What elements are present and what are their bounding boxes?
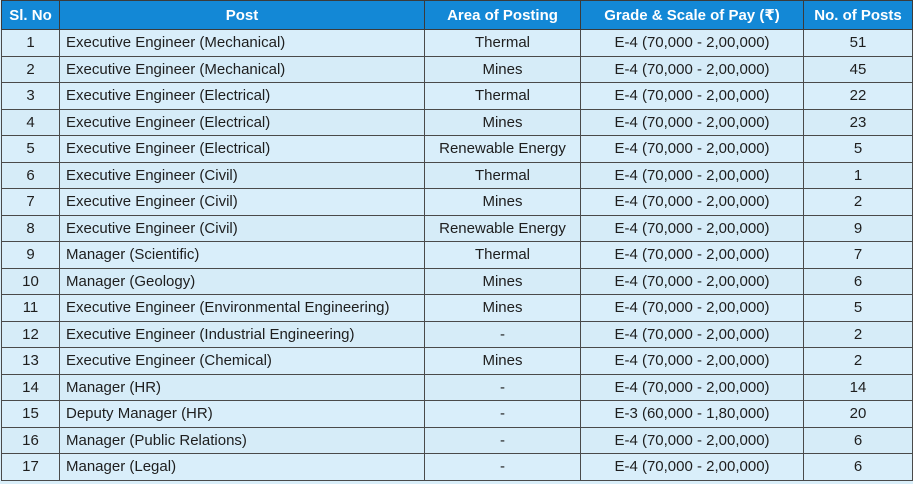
pay-scale-cell: E-3 (60,000 - 1,80,000) [581,401,804,428]
area-of-posting-cell: Thermal [425,83,581,110]
pay-scale-cell: E-4 (70,000 - 2,00,000) [581,348,804,375]
sl-no-cell: 10 [2,268,60,295]
pay-scale-cell: E-4 (70,000 - 2,00,000) [581,268,804,295]
area-of-posting-cell: Thermal [425,30,581,57]
pay-scale-cell: E-4 (70,000 - 2,00,000) [581,30,804,57]
no-of-posts-cell: 1 [804,162,913,189]
area-of-posting-cell: Mines [425,295,581,322]
no-of-posts-cell: 6 [804,427,913,454]
pay-scale-cell: E-4 (70,000 - 2,00,000) [581,162,804,189]
pay-scale-cell: E-4 (70,000 - 2,00,000) [581,295,804,322]
no-of-posts-cell: 2 [804,189,913,216]
table-row [2,427,913,454]
sl-no-cell: 1 [2,30,60,57]
table-row [2,454,913,481]
no-of-posts-cell: 9 [804,215,913,242]
no-of-posts-cell: 23 [804,109,913,136]
post-cell: Executive Engineer (Civil) [60,162,425,189]
table-row [2,109,913,136]
pay-scale-cell: E-4 (70,000 - 2,00,000) [581,374,804,401]
vacancy-table [1,0,913,481]
table-row [2,268,913,295]
table-row [2,374,913,401]
header-post: Post [60,1,425,30]
area-of-posting-cell: - [425,427,581,454]
area-of-posting-cell: - [425,454,581,481]
table-row [2,56,913,83]
no-of-posts-cell: 6 [804,268,913,295]
sl-no-cell: 3 [2,83,60,110]
post-cell: Executive Engineer (Environmental Engineering) [60,295,425,322]
post-cell: Executive Engineer (Chemical) [60,348,425,375]
no-of-posts-cell: 5 [804,136,913,163]
post-cell: Executive Engineer (Electrical) [60,109,425,136]
table-header [2,1,913,30]
pay-scale-cell: E-4 (70,000 - 2,00,000) [581,242,804,269]
sl-no-cell: 6 [2,162,60,189]
area-of-posting-cell: - [425,401,581,428]
table-row [2,189,913,216]
post-cell: Manager (HR) [60,374,425,401]
sl-no-cell: 4 [2,109,60,136]
no-of-posts-cell: 2 [804,348,913,375]
post-cell: Manager (Geology) [60,268,425,295]
area-of-posting-cell: Thermal [425,242,581,269]
post-cell: Executive Engineer (Civil) [60,189,425,216]
pay-scale-cell: E-4 (70,000 - 2,00,000) [581,189,804,216]
area-of-posting-cell: Renewable Energy [425,136,581,163]
sl-no-cell: 2 [2,56,60,83]
table-body [2,30,913,481]
sl-no-cell: 11 [2,295,60,322]
no-of-posts-cell: 7 [804,242,913,269]
post-cell: Manager (Public Relations) [60,427,425,454]
no-of-posts-cell: 2 [804,321,913,348]
area-of-posting-cell: Mines [425,348,581,375]
pay-scale-cell: E-4 (70,000 - 2,00,000) [581,321,804,348]
sl-no-cell: 5 [2,136,60,163]
no-of-posts-cell: 45 [804,56,913,83]
header-area-of-posting: Area of Posting [425,1,581,30]
post-cell: Executive Engineer (Electrical) [60,136,425,163]
pay-scale-cell: E-4 (70,000 - 2,00,000) [581,56,804,83]
area-of-posting-cell: - [425,374,581,401]
table-row [2,295,913,322]
table-row [2,321,913,348]
table-row [2,162,913,189]
pay-scale-cell: E-4 (70,000 - 2,00,000) [581,215,804,242]
sl-no-cell: 13 [2,348,60,375]
no-of-posts-cell: 20 [804,401,913,428]
sl-no-cell: 7 [2,189,60,216]
no-of-posts-cell: 6 [804,454,913,481]
pay-scale-cell: E-4 (70,000 - 2,00,000) [581,454,804,481]
header-grade-scale-of-pay: Grade & Scale of Pay (₹) [581,1,804,30]
area-of-posting-cell: - [425,321,581,348]
sl-no-cell: 8 [2,215,60,242]
header-row [2,1,913,30]
table-row [2,136,913,163]
pay-scale-cell: E-4 (70,000 - 2,00,000) [581,109,804,136]
pay-scale-cell: E-4 (70,000 - 2,00,000) [581,427,804,454]
table-row [2,242,913,269]
sl-no-cell: 14 [2,374,60,401]
table-row [2,83,913,110]
post-cell: Executive Engineer (Industrial Engineering) [60,321,425,348]
table-row [2,30,913,57]
post-cell: Executive Engineer (Electrical) [60,83,425,110]
header-no-of-posts: No. of Posts [804,1,913,30]
no-of-posts-cell: 51 [804,30,913,57]
area-of-posting-cell: Mines [425,56,581,83]
area-of-posting-cell: Mines [425,268,581,295]
sl-no-cell: 16 [2,427,60,454]
area-of-posting-cell: Thermal [425,162,581,189]
post-cell: Manager (Scientific) [60,242,425,269]
sl-no-cell: 12 [2,321,60,348]
table-row [2,401,913,428]
no-of-posts-cell: 5 [804,295,913,322]
table-row [2,215,913,242]
table-row [2,348,913,375]
sl-no-cell: 17 [2,454,60,481]
no-of-posts-cell: 22 [804,83,913,110]
pay-scale-cell: E-4 (70,000 - 2,00,000) [581,83,804,110]
post-cell: Manager (Legal) [60,454,425,481]
post-cell: Executive Engineer (Civil) [60,215,425,242]
sl-no-cell: 15 [2,401,60,428]
no-of-posts-cell: 14 [804,374,913,401]
area-of-posting-cell: Renewable Energy [425,215,581,242]
area-of-posting-cell: Mines [425,189,581,216]
pay-scale-cell: E-4 (70,000 - 2,00,000) [581,136,804,163]
area-of-posting-cell: Mines [425,109,581,136]
post-cell: Executive Engineer (Mechanical) [60,30,425,57]
post-cell: Executive Engineer (Mechanical) [60,56,425,83]
post-cell: Deputy Manager (HR) [60,401,425,428]
sl-no-cell: 9 [2,242,60,269]
header-sl-no: Sl. No [2,1,60,30]
